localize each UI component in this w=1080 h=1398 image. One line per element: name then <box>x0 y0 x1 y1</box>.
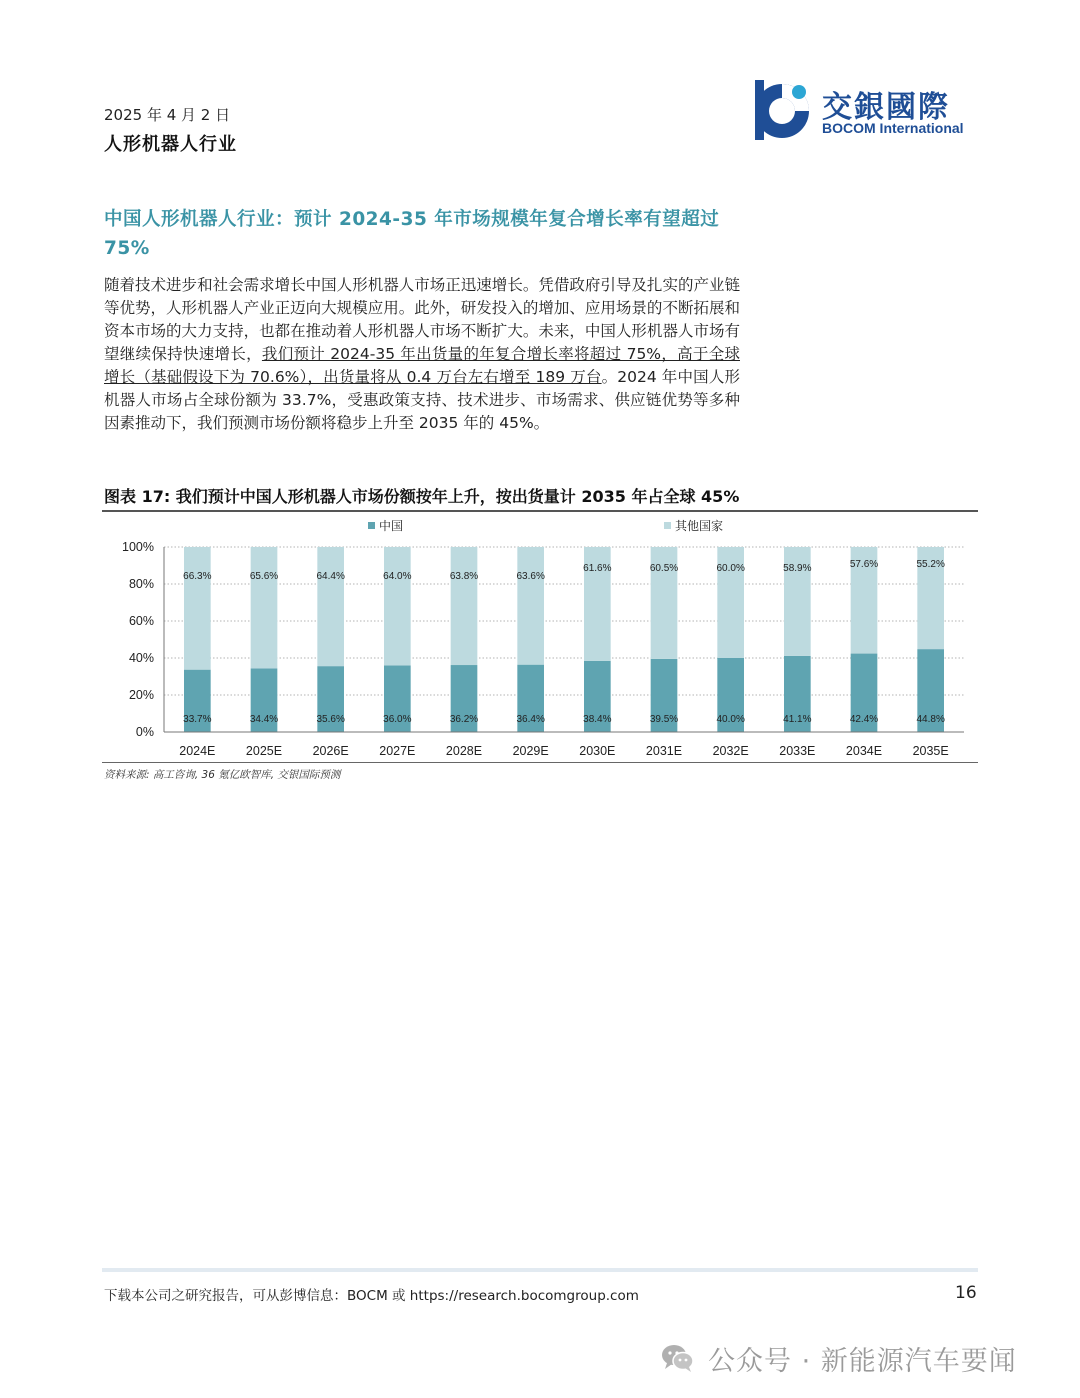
section-title: 中国人形机器人行业：预计 2024-35 年市场规模年复合增长率有望超过 75% <box>104 209 720 259</box>
x-tick-label: 2034E <box>845 744 883 758</box>
body-text-underlined: 我们预计 2024-35 年出货量的年复合增长率将超过 75%，高于全球增长（基础假设下为 70.6%），出货量将从 0.4 万台左右增至 189 万台 <box>104 345 740 386</box>
data-label-other: 63.8% <box>449 571 479 582</box>
data-label-other: 60.5% <box>649 563 679 574</box>
body-text-part3: 。2024 年中国人形机器人市场占全球份额为 33.7%，受惠政策支持、技术进步、市场需求、供应链优势等多种因素推动下，我们预测市场份额将稳步上升至 2035 年的 45%。 <box>104 368 740 432</box>
data-label-other: 65.6% <box>249 571 279 582</box>
figure-bottom-rule <box>102 762 978 763</box>
x-tick-label: 2030E <box>579 744 616 758</box>
x-tick-label: 2029E <box>512 744 549 758</box>
figure-title: 图表 17: 我们预计中国人形机器人市场份额按年上升，按出货量计 2035 年占全球 45% <box>104 487 740 506</box>
x-tick-label: 2024E <box>179 744 216 758</box>
report-date: 2025 年 4 月 2 日 <box>104 106 231 124</box>
figure-source: 资料来源: 高工咨询, 36 氪亿欧智库, 交银国际预测 <box>104 769 341 781</box>
data-label-china: 34.4% <box>249 714 279 725</box>
bar-other <box>251 547 278 668</box>
wechat-icon <box>660 1340 696 1376</box>
industry-name: 人形机器人行业 <box>104 134 237 155</box>
legend-label: 中国 <box>379 519 404 533</box>
x-tick-label: 2033E <box>779 744 816 758</box>
body-text-part1: 随着技术进步和社会需求增长中国人形机器人市场正迅速增长。凭借政府引导及扎实的产业链等优势，人形机器人产业正迈向大规模应用。此外，研发投入的增加、应用场景的不断拓展和资本市场的大力支持，也都在推动着人形机器人市场不断扩大。未来，中国人形机器人市场有望继续保持快速增长， <box>104 276 740 363</box>
wechat-watermark <box>660 1338 1017 1378</box>
logo-chinese-name: 交銀國際 <box>822 90 950 125</box>
y-tick-label: 80% <box>128 577 154 591</box>
x-tick-label: 2028E <box>445 744 483 758</box>
bar-other <box>451 547 478 665</box>
bar-other <box>517 547 544 665</box>
data-label-china: 36.4% <box>516 714 545 725</box>
data-label-other: 66.3% <box>183 571 212 582</box>
data-label-china: 40.0% <box>716 714 745 725</box>
data-label-other: 60.0% <box>716 563 745 574</box>
data-label-other: 61.6% <box>583 563 612 574</box>
data-label-other: 63.6% <box>516 571 545 582</box>
footer-rule <box>102 1268 978 1272</box>
x-tick-label: 2027E <box>379 744 416 758</box>
logo-english-name: BOCOM International <box>822 120 964 136</box>
footer-download-text: 下载本公司之研究报告，可从彭博信息：BOCM 或 https://research.bocomgroup.com <box>104 1288 639 1304</box>
body-paragraph <box>104 274 740 435</box>
bar-other <box>184 547 211 670</box>
x-tick-label: 2032E <box>712 744 749 758</box>
y-tick-label: 60% <box>128 614 154 628</box>
y-tick-label: 0% <box>135 725 154 739</box>
chart-bars <box>184 547 944 732</box>
y-tick-label: 100% <box>122 540 154 554</box>
data-label-china: 38.4% <box>583 714 612 725</box>
legend-swatch <box>664 522 671 529</box>
data-label-other: 57.6% <box>849 559 879 570</box>
legend-label: 其他国家 <box>675 519 724 533</box>
legend-swatch <box>368 522 375 529</box>
chart-legend <box>368 518 723 533</box>
x-tick-label: 2025E <box>245 744 283 758</box>
page-number: 16 <box>955 1283 977 1303</box>
watermark-text: 公众号 · 新能源汽车要闻 <box>708 1345 1017 1377</box>
bar-other <box>317 547 344 666</box>
data-label-other: 55.2% <box>916 559 945 570</box>
x-tick-label: 2031E <box>645 744 683 758</box>
data-label-china: 44.8% <box>916 714 945 725</box>
data-label-china: 35.6% <box>316 714 345 725</box>
data-label-other: 64.0% <box>383 571 412 582</box>
data-label-china: 36.0% <box>383 714 412 725</box>
x-tick-label: 2026E <box>312 744 349 758</box>
chart-gridlines <box>164 547 964 695</box>
y-tick-label: 20% <box>128 688 154 702</box>
data-label-china: 36.2% <box>449 714 479 725</box>
bar-other <box>384 547 411 665</box>
data-label-china: 39.5% <box>649 714 679 725</box>
data-label-china: 41.1% <box>783 714 812 725</box>
data-label-china: 42.4% <box>849 714 879 725</box>
market-share-chart <box>102 512 978 762</box>
x-tick-label: 2035E <box>912 744 949 758</box>
data-label-other: 58.9% <box>783 563 812 574</box>
y-tick-label: 40% <box>128 651 154 665</box>
data-label-other: 64.4% <box>316 571 345 582</box>
data-label-china: 33.7% <box>183 714 212 725</box>
